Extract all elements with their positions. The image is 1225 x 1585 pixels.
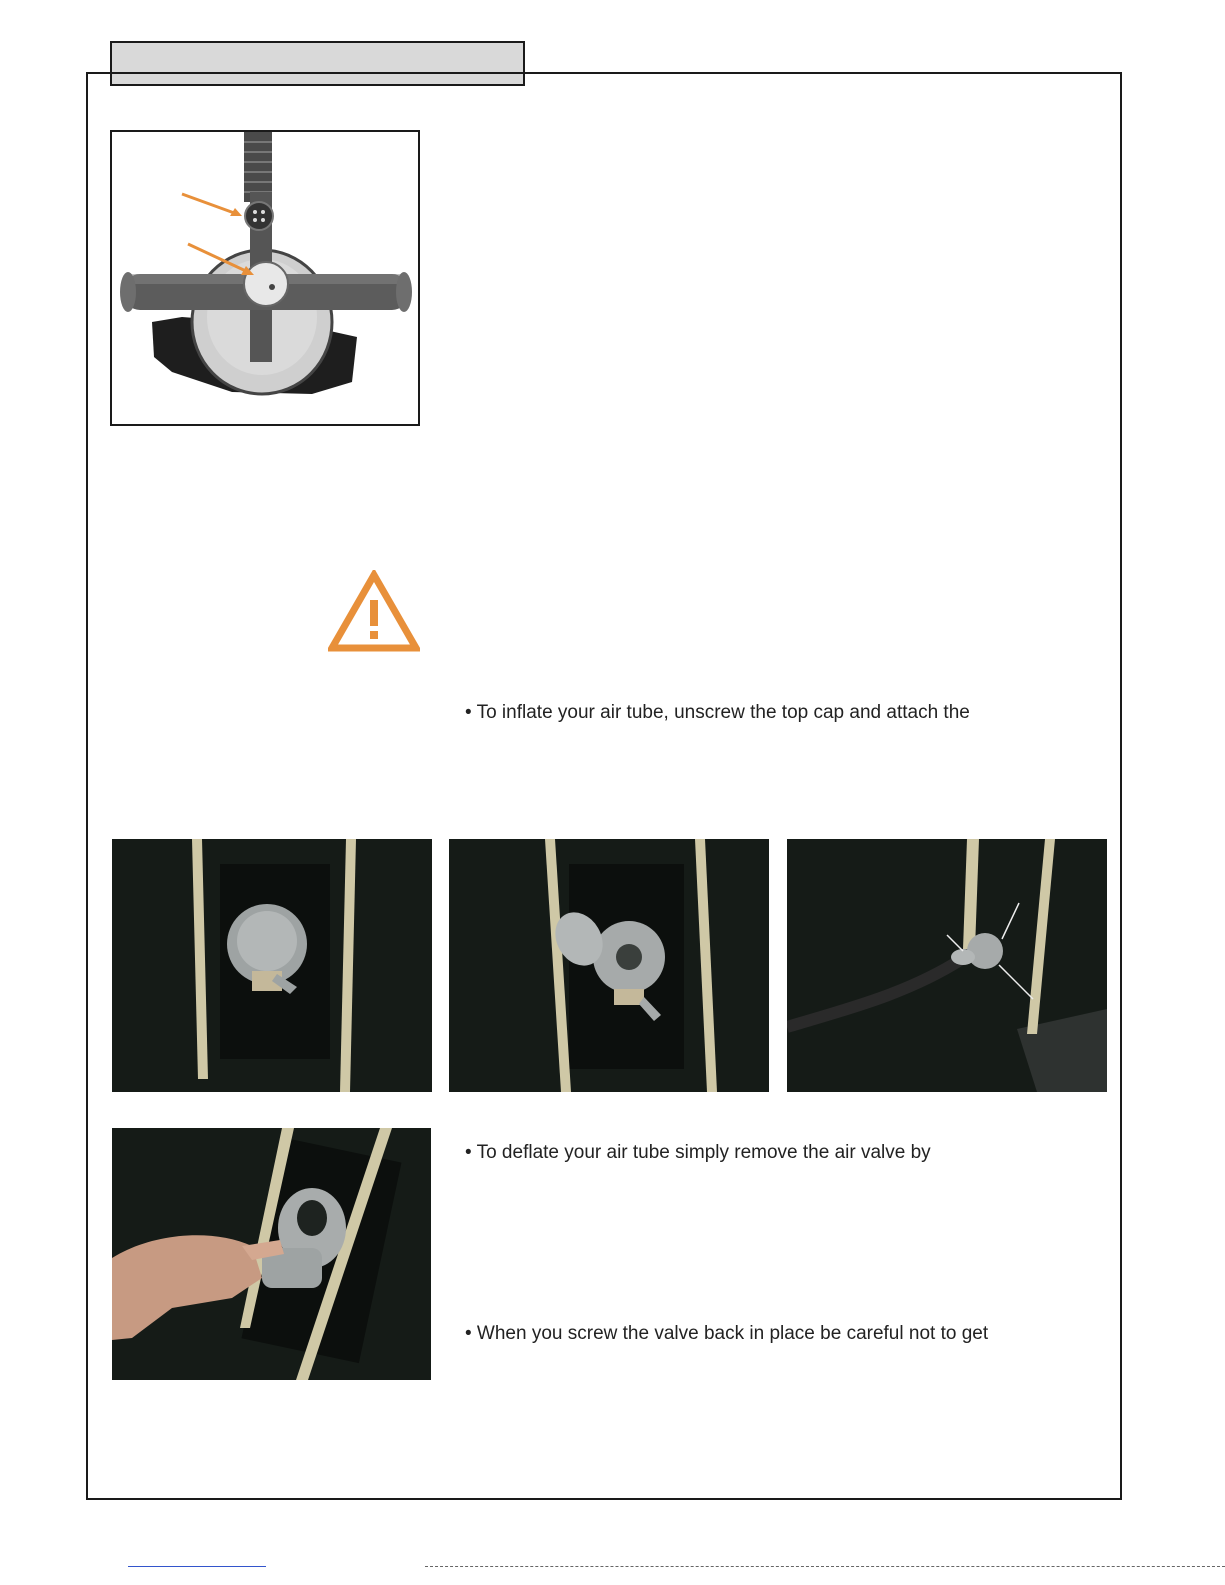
inflate-instruction: • To inflate your air tube, unscrew the top cap and attach the	[465, 702, 970, 723]
warning-triangle-icon	[328, 570, 420, 652]
footer-link-underline	[128, 1566, 266, 1567]
pump-attached-photo	[787, 839, 1107, 1092]
pump-photo	[110, 130, 420, 426]
deflate-instruction: • To deflate your air tube simply remove the air valve by	[465, 1142, 931, 1163]
screw-back-instruction: • When you screw the valve back in place be careful not to get	[465, 1323, 989, 1344]
valve-closed-photo	[112, 839, 432, 1092]
valve-removal-photo	[112, 1128, 431, 1380]
footer-divider	[425, 1566, 1225, 1567]
valve-open-photo	[449, 839, 769, 1092]
